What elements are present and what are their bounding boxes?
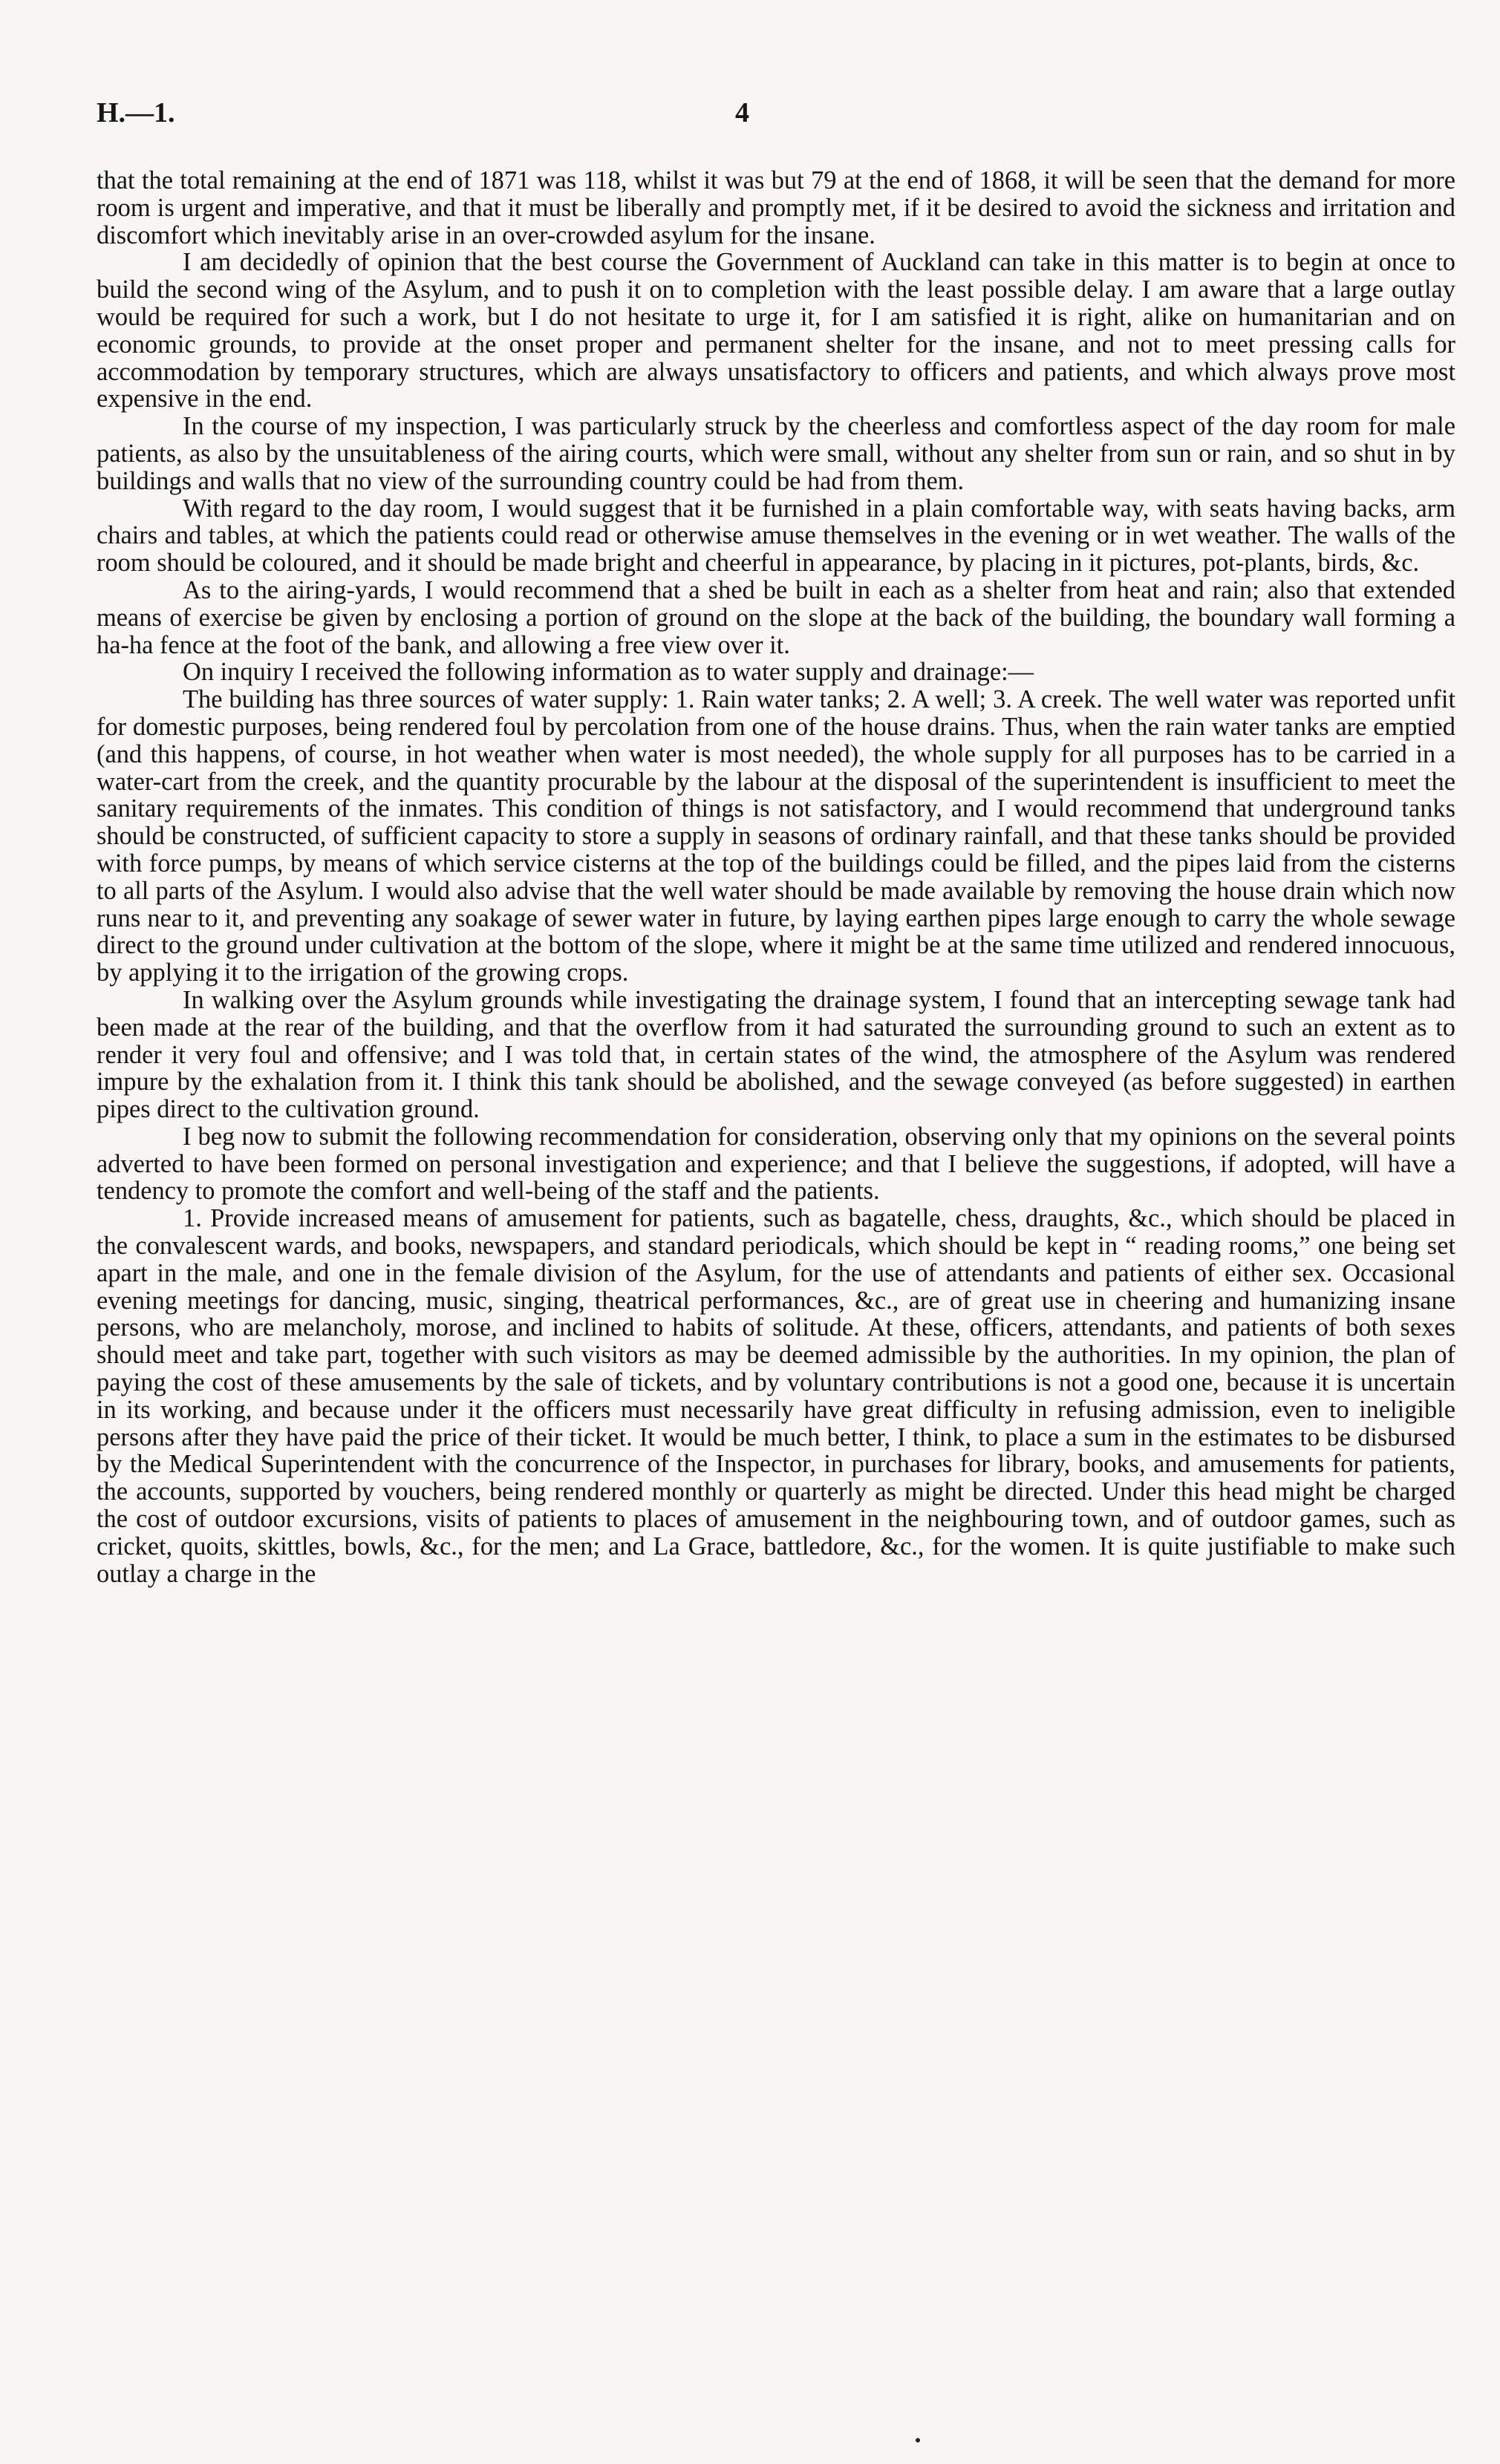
paragraph: With regard to the day room, I would suggest that it be furnished in a plain comfortable way, with seats having backs, arm chairs and tables, at which the patients could read or otherwise amuse themselves in the evening or in wet weather. The walls of the room should be coloured, and it should be made bright and cheerful in appearance, by placing in it pictures, pot-plants, birds, &c. <box>97 494 1455 578</box>
paragraph: As to the airing-yards, I would recommend that a shed be built in each as a shelter from heat and rain; also that extended means of exercise be given by enclosing a portion of ground on the slope at the back of the building, the boundary wall forming a ha-ha fence at the foot of the bank, and allowing a free view over it. <box>97 575 1455 659</box>
paragraph: 1. Provide increased means of amusement for patients, such as bagatelle, chess, draughts, &c., which should be placed in the convalescent wards, and books, newspapers, and standard periodicals, which should be kept in “ reading rooms,” one being set apart in the male, and one in the female division of the Asylum, for the use of attendants and patients of either sex. Occasional evening meetings for dancing, music, singing, theatrical performances, &c., are of great use in cheering and humanizing insane persons, who are melancholy, morose, and inclined to habits of solitude. At these, officers, attendants, and patients of both sexes should meet and take part, together with such visitors as may be deemed admissible by the authorities. In my opinion, the plan of paying the cost of these amusements by the sale of tickets, and by voluntary contributions is not a good one, because it is uncertain in its working, and because under it the officers must necessarily have great difficulty in refusing admission, even to ineligible persons after they have paid the price of their ticket. It would be much better, I think, to place a sum in the estimates to be disbursed by the Medical Superintendent with the concurrence of the Inspector, in purchases for library, books, and amusements for patients, the accounts, supported by vouchers, being rendered monthly or quarterly as might be directed. Under this head might be charged the cost of outdoor excursions, visits of patients to places of amusement in the neighbouring town, and of outdoor games, such as cricket, quoits, skittles, bowls, &c., for the men; and La Grace, battledore, &c., for the women. It is quite justifiable to make such outlay a charge in the <box>97 1204 1455 1588</box>
page-number: 4 <box>735 97 749 128</box>
paragraph: I am decidedly of opinion that the best course the Government of Auckland can take in this matter is to begin at once to build the second wing of the Asylum, and to push it on to completion with the least possible delay. I am aware that a large outlay would be required for such a work, but I do not hesitate to urge it, for I am satisfied it is right, alike on humanitarian and on economic grounds, to provide at the onset proper and permanent shelter for the insane, and not to meet pressing calls for accommodation by temporary structures, which are always unsatisfactory to officers and patients, and which always prove most expensive in the end. <box>97 248 1455 414</box>
body-text <box>97 167 1455 1587</box>
paragraph: that the total remaining at the end of 1871 was 118, whilst it was but 79 at the end of 1868, it will be seen that the demand for more room is urgent and imperative, and that it must be liberally and promptly met, if it be desired to avoid the sickness and irritation and discomfort which inevitably arise in an over-crowded asylum for the insane. <box>97 166 1455 249</box>
page-header <box>97 97 1455 141</box>
paragraph: In the course of my inspection, I was particularly struck by the cheerless and comfortless aspect of the day room for male patients, as also by the unsuitableness of the airing courts, which were small, without any shelter from sun or rain, and so shut in by buildings and walls that no view of the surrounding country could be had from them. <box>97 412 1455 495</box>
paragraph: I beg now to submit the following recommendation for consideration, observing only that my opinions on the several points adverted to have been formed on personal investigation and experience; and that I believe the suggestions, if adopted, will have a tendency to promote the comfort and well-being of the staff and the patients. <box>97 1122 1455 1206</box>
footer-dot <box>916 2438 920 2442</box>
paragraph: On inquiry I received the following information as to water supply and drainage:— <box>183 658 1034 687</box>
paragraph: In walking over the Asylum grounds while investigating the drainage system, I found that an intercepting sewage tank had been made at the rear of the building, and that the overflow from it had saturated the surrounding ground to such an extent as to render it very foul and offensive; and I was told that, in certain states of the wind, the atmosphere of the Asylum was rendered impure by the exhalation from it. I think this tank should be abolished, and the sewage conveyed (as before suggested) in earthen pipes direct to the cultivation ground. <box>97 985 1455 1124</box>
document-id: H.—1. <box>97 97 175 128</box>
paragraph: The building has three sources of water supply: 1. Rain water tanks; 2. A well; 3. A creek. The well water was reported unfit for domestic purposes, being rendered foul by percolation from one of the house drains. Thus, when the rain water tanks are emptied (and this happens, of course, in hot weather when water is most needed), the whole supply for all purposes has to be carried in a water-cart from the creek, and the quantity procurable by the labour at the disposal of the superintendent is insufficient to meet the sanitary requirements of the inmates. This condition of things is not satisfactory, and I would recommend that underground tanks should be constructed, of sufficient capacity to store a supply in seasons of ordinary rainfall, and that these tanks should be provided with force pumps, by means of which service cisterns at the top of the buildings could be filled, and the pipes laid from the cisterns to all parts of the Asylum. I would also advise that the well water should be made available by removing the house drain which now runs near to it, and preventing any soakage of sewer water in future, by laying earthen pipes large enough to carry the whole sewage direct to the ground under cultivation at the bottom of the slope, where it might be at the same time utilized and rendered innocuous, by applying it to the irrigation of the growing crops. <box>97 685 1455 987</box>
